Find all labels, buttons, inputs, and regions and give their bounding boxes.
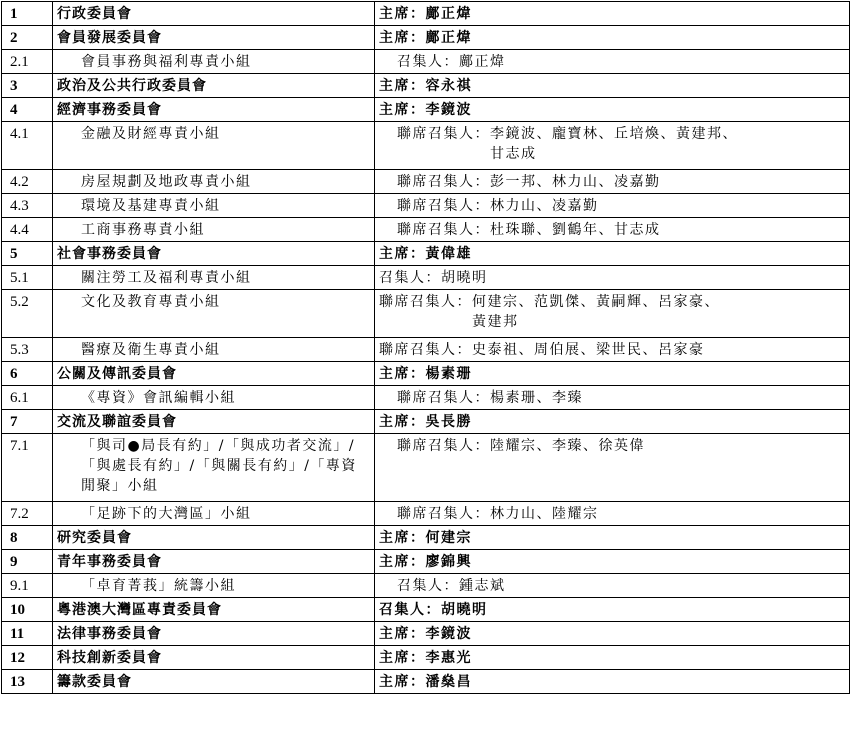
committee-name: 研究委員會 xyxy=(53,526,375,550)
role-label: 召集人： xyxy=(379,602,441,618)
committee-convenor-cell xyxy=(375,362,850,386)
committee-convenor-cell xyxy=(375,622,850,646)
committee-convenor-cell xyxy=(375,26,850,50)
role-label: 主席： xyxy=(379,102,426,118)
committee-row xyxy=(2,242,850,266)
role-label: 聯席召集人： xyxy=(397,126,490,142)
committee-name: 環境及基建專責小組 xyxy=(53,194,375,218)
committee-name: 《專資》會訊編輯小組 xyxy=(53,386,375,410)
committee-name: 「與司●局長有約」/「與成功者交流」/「與處長有約」/「與關長有約」/「專資閒聚」小組 xyxy=(53,434,375,502)
committee-row xyxy=(2,434,850,502)
committee-number: 4.1 xyxy=(2,122,53,170)
committee-row xyxy=(2,338,850,362)
committee-number: 5 xyxy=(2,242,53,266)
role-members: 林力山、陸耀宗 xyxy=(490,506,599,522)
committee-name: 經濟事務委員會 xyxy=(53,98,375,122)
role-members: 何建宗、范凱傑、黃嗣輝、呂家豪、 黃建邦 xyxy=(472,294,720,330)
committee-name: 會員事務與福利專責小組 xyxy=(53,50,375,74)
committee-convenor-cell xyxy=(375,502,850,526)
committee-name: 房屋規劃及地政專責小組 xyxy=(53,170,375,194)
role-members: 何建宗 xyxy=(425,530,472,546)
committee-name: 會員發展委員會 xyxy=(53,26,375,50)
committee-number: 7 xyxy=(2,410,53,434)
committee-number: 6 xyxy=(2,362,53,386)
role-label: 主席： xyxy=(379,626,426,642)
committee-convenor-cell xyxy=(375,338,850,362)
role-label: 主席： xyxy=(379,6,426,22)
role-label: 聯席召集人： xyxy=(397,174,490,190)
role-label: 召集人： xyxy=(397,578,459,594)
committee-convenor-cell xyxy=(375,646,850,670)
committee-row xyxy=(2,26,850,50)
committee-row xyxy=(2,50,850,74)
committee-convenor-cell xyxy=(375,526,850,550)
committee-name: 關注勞工及福利專責小組 xyxy=(53,266,375,290)
committee-number: 4.3 xyxy=(2,194,53,218)
role-members: 鄺正煒 xyxy=(425,6,472,22)
committee-convenor-cell xyxy=(375,434,850,502)
committee-convenor-cell xyxy=(375,98,850,122)
committee-name: 科技創新委員會 xyxy=(53,646,375,670)
committee-table xyxy=(1,1,850,694)
role-members: 胡曉明 xyxy=(441,270,488,286)
committee-number: 1 xyxy=(2,2,53,26)
role-label: 主席： xyxy=(379,414,426,430)
committee-convenor-cell xyxy=(375,194,850,218)
committee-row xyxy=(2,290,850,338)
role-members: 吳長勝 xyxy=(425,414,472,430)
committee-convenor-cell xyxy=(375,410,850,434)
committee-name: 粵港澳大灣區專責委員會 xyxy=(53,598,375,622)
committee-number: 10 xyxy=(2,598,53,622)
committee-convenor-cell xyxy=(375,2,850,26)
committee-row xyxy=(2,502,850,526)
role-label: 主席： xyxy=(379,246,426,262)
committee-convenor-cell xyxy=(375,242,850,266)
role-label: 召集人： xyxy=(379,270,441,286)
role-label: 主席： xyxy=(379,650,426,666)
committee-convenor-cell xyxy=(375,170,850,194)
committee-row xyxy=(2,266,850,290)
role-members: 陸耀宗、李臻、徐英偉 xyxy=(490,438,645,454)
committee-number: 9 xyxy=(2,550,53,574)
role-label: 主席： xyxy=(379,554,426,570)
role-label: 召集人： xyxy=(397,54,459,70)
committee-row xyxy=(2,622,850,646)
role-members: 杜珠聯、劉鶴年、甘志成 xyxy=(490,222,661,238)
role-members: 潘燊昌 xyxy=(425,674,472,690)
committee-number: 5.1 xyxy=(2,266,53,290)
role-members: 鄺正煒 xyxy=(425,30,472,46)
committee-convenor-cell xyxy=(375,266,850,290)
committee-number: 12 xyxy=(2,646,53,670)
committee-row xyxy=(2,2,850,26)
committee-number: 7.1 xyxy=(2,434,53,502)
role-label: 聯席召集人： xyxy=(397,506,490,522)
role-label: 聯席召集人： xyxy=(379,294,472,310)
committee-row xyxy=(2,386,850,410)
committee-name: 政治及公共行政委員會 xyxy=(53,74,375,98)
role-members: 彭一邦、林力山、凌嘉勤 xyxy=(490,174,661,190)
role-members: 楊素珊 xyxy=(425,366,472,382)
committee-row xyxy=(2,670,850,694)
role-members: 李鏡波 xyxy=(425,102,472,118)
role-members: 史泰祖、周伯展、梁世民、呂家豪 xyxy=(472,342,705,358)
role-label: 主席： xyxy=(379,366,426,382)
role-label: 主席： xyxy=(379,674,426,690)
committee-convenor-cell xyxy=(375,50,850,74)
committee-row xyxy=(2,98,850,122)
committee-number: 13 xyxy=(2,670,53,694)
committee-name: 青年事務委員會 xyxy=(53,550,375,574)
committee-row xyxy=(2,170,850,194)
committee-number: 4 xyxy=(2,98,53,122)
committee-name: 交流及聯誼委員會 xyxy=(53,410,375,434)
role-label: 主席： xyxy=(379,78,426,94)
committee-table-body xyxy=(2,2,850,694)
committee-number: 2.1 xyxy=(2,50,53,74)
committee-convenor-cell xyxy=(375,122,850,170)
committee-number: 3 xyxy=(2,74,53,98)
committee-number: 6.1 xyxy=(2,386,53,410)
role-label: 聯席召集人： xyxy=(379,342,472,358)
committee-convenor-cell xyxy=(375,386,850,410)
role-label: 主席： xyxy=(379,30,426,46)
committee-row xyxy=(2,410,850,434)
committee-convenor-cell xyxy=(375,290,850,338)
committee-convenor-cell xyxy=(375,598,850,622)
committee-number: 11 xyxy=(2,622,53,646)
committee-name: 社會事務委員會 xyxy=(53,242,375,266)
committee-row xyxy=(2,526,850,550)
role-members: 林力山、凌嘉勤 xyxy=(490,198,599,214)
committee-row xyxy=(2,574,850,598)
committee-number: 4.2 xyxy=(2,170,53,194)
committee-row xyxy=(2,646,850,670)
committee-convenor-cell xyxy=(375,670,850,694)
committee-number: 7.2 xyxy=(2,502,53,526)
role-members: 楊素珊、李臻 xyxy=(490,390,583,406)
committee-row xyxy=(2,598,850,622)
committee-number: 4.4 xyxy=(2,218,53,242)
role-label: 主席： xyxy=(379,530,426,546)
committee-number: 8 xyxy=(2,526,53,550)
committee-name: 法律事務委員會 xyxy=(53,622,375,646)
committee-row xyxy=(2,194,850,218)
role-members: 容永祺 xyxy=(425,78,472,94)
committee-row xyxy=(2,362,850,386)
role-members: 鄺正煒 xyxy=(459,54,506,70)
committee-row xyxy=(2,218,850,242)
role-members: 黃偉雄 xyxy=(425,246,472,262)
committee-convenor-cell xyxy=(375,74,850,98)
committee-name: 籌款委員會 xyxy=(53,670,375,694)
committee-number: 2 xyxy=(2,26,53,50)
role-label: 聯席召集人： xyxy=(397,222,490,238)
committee-number: 9.1 xyxy=(2,574,53,598)
committee-convenor-cell xyxy=(375,574,850,598)
committee-name: 工商事務專責小組 xyxy=(53,218,375,242)
committee-row xyxy=(2,74,850,98)
committee-name: 醫療及衛生專責小組 xyxy=(53,338,375,362)
role-members: 廖錦興 xyxy=(425,554,472,570)
role-members: 李惠光 xyxy=(425,650,472,666)
committee-name: 金融及財經專責小組 xyxy=(53,122,375,170)
role-members: 胡曉明 xyxy=(441,602,488,618)
committee-convenor-cell xyxy=(375,550,850,574)
role-label: 聯席召集人： xyxy=(397,390,490,406)
committee-number: 5.3 xyxy=(2,338,53,362)
committee-convenor-cell xyxy=(375,218,850,242)
role-members: 李鏡波 xyxy=(425,626,472,642)
role-members: 李鏡波、龐寶林、丘培煥、黃建邦、 甘志成 xyxy=(490,126,738,162)
committee-row xyxy=(2,550,850,574)
committee-name: 文化及教育專責小組 xyxy=(53,290,375,338)
committee-name: 「足跡下的大灣區」小組 xyxy=(53,502,375,526)
committee-name: 「卓育菁莪」統籌小組 xyxy=(53,574,375,598)
committee-name: 行政委員會 xyxy=(53,2,375,26)
role-members: 鍾志斌 xyxy=(459,578,506,594)
committee-row xyxy=(2,122,850,170)
role-label: 聯席召集人： xyxy=(397,198,490,214)
committee-name: 公關及傳訊委員會 xyxy=(53,362,375,386)
committee-number: 5.2 xyxy=(2,290,53,338)
role-label: 聯席召集人： xyxy=(397,438,490,454)
